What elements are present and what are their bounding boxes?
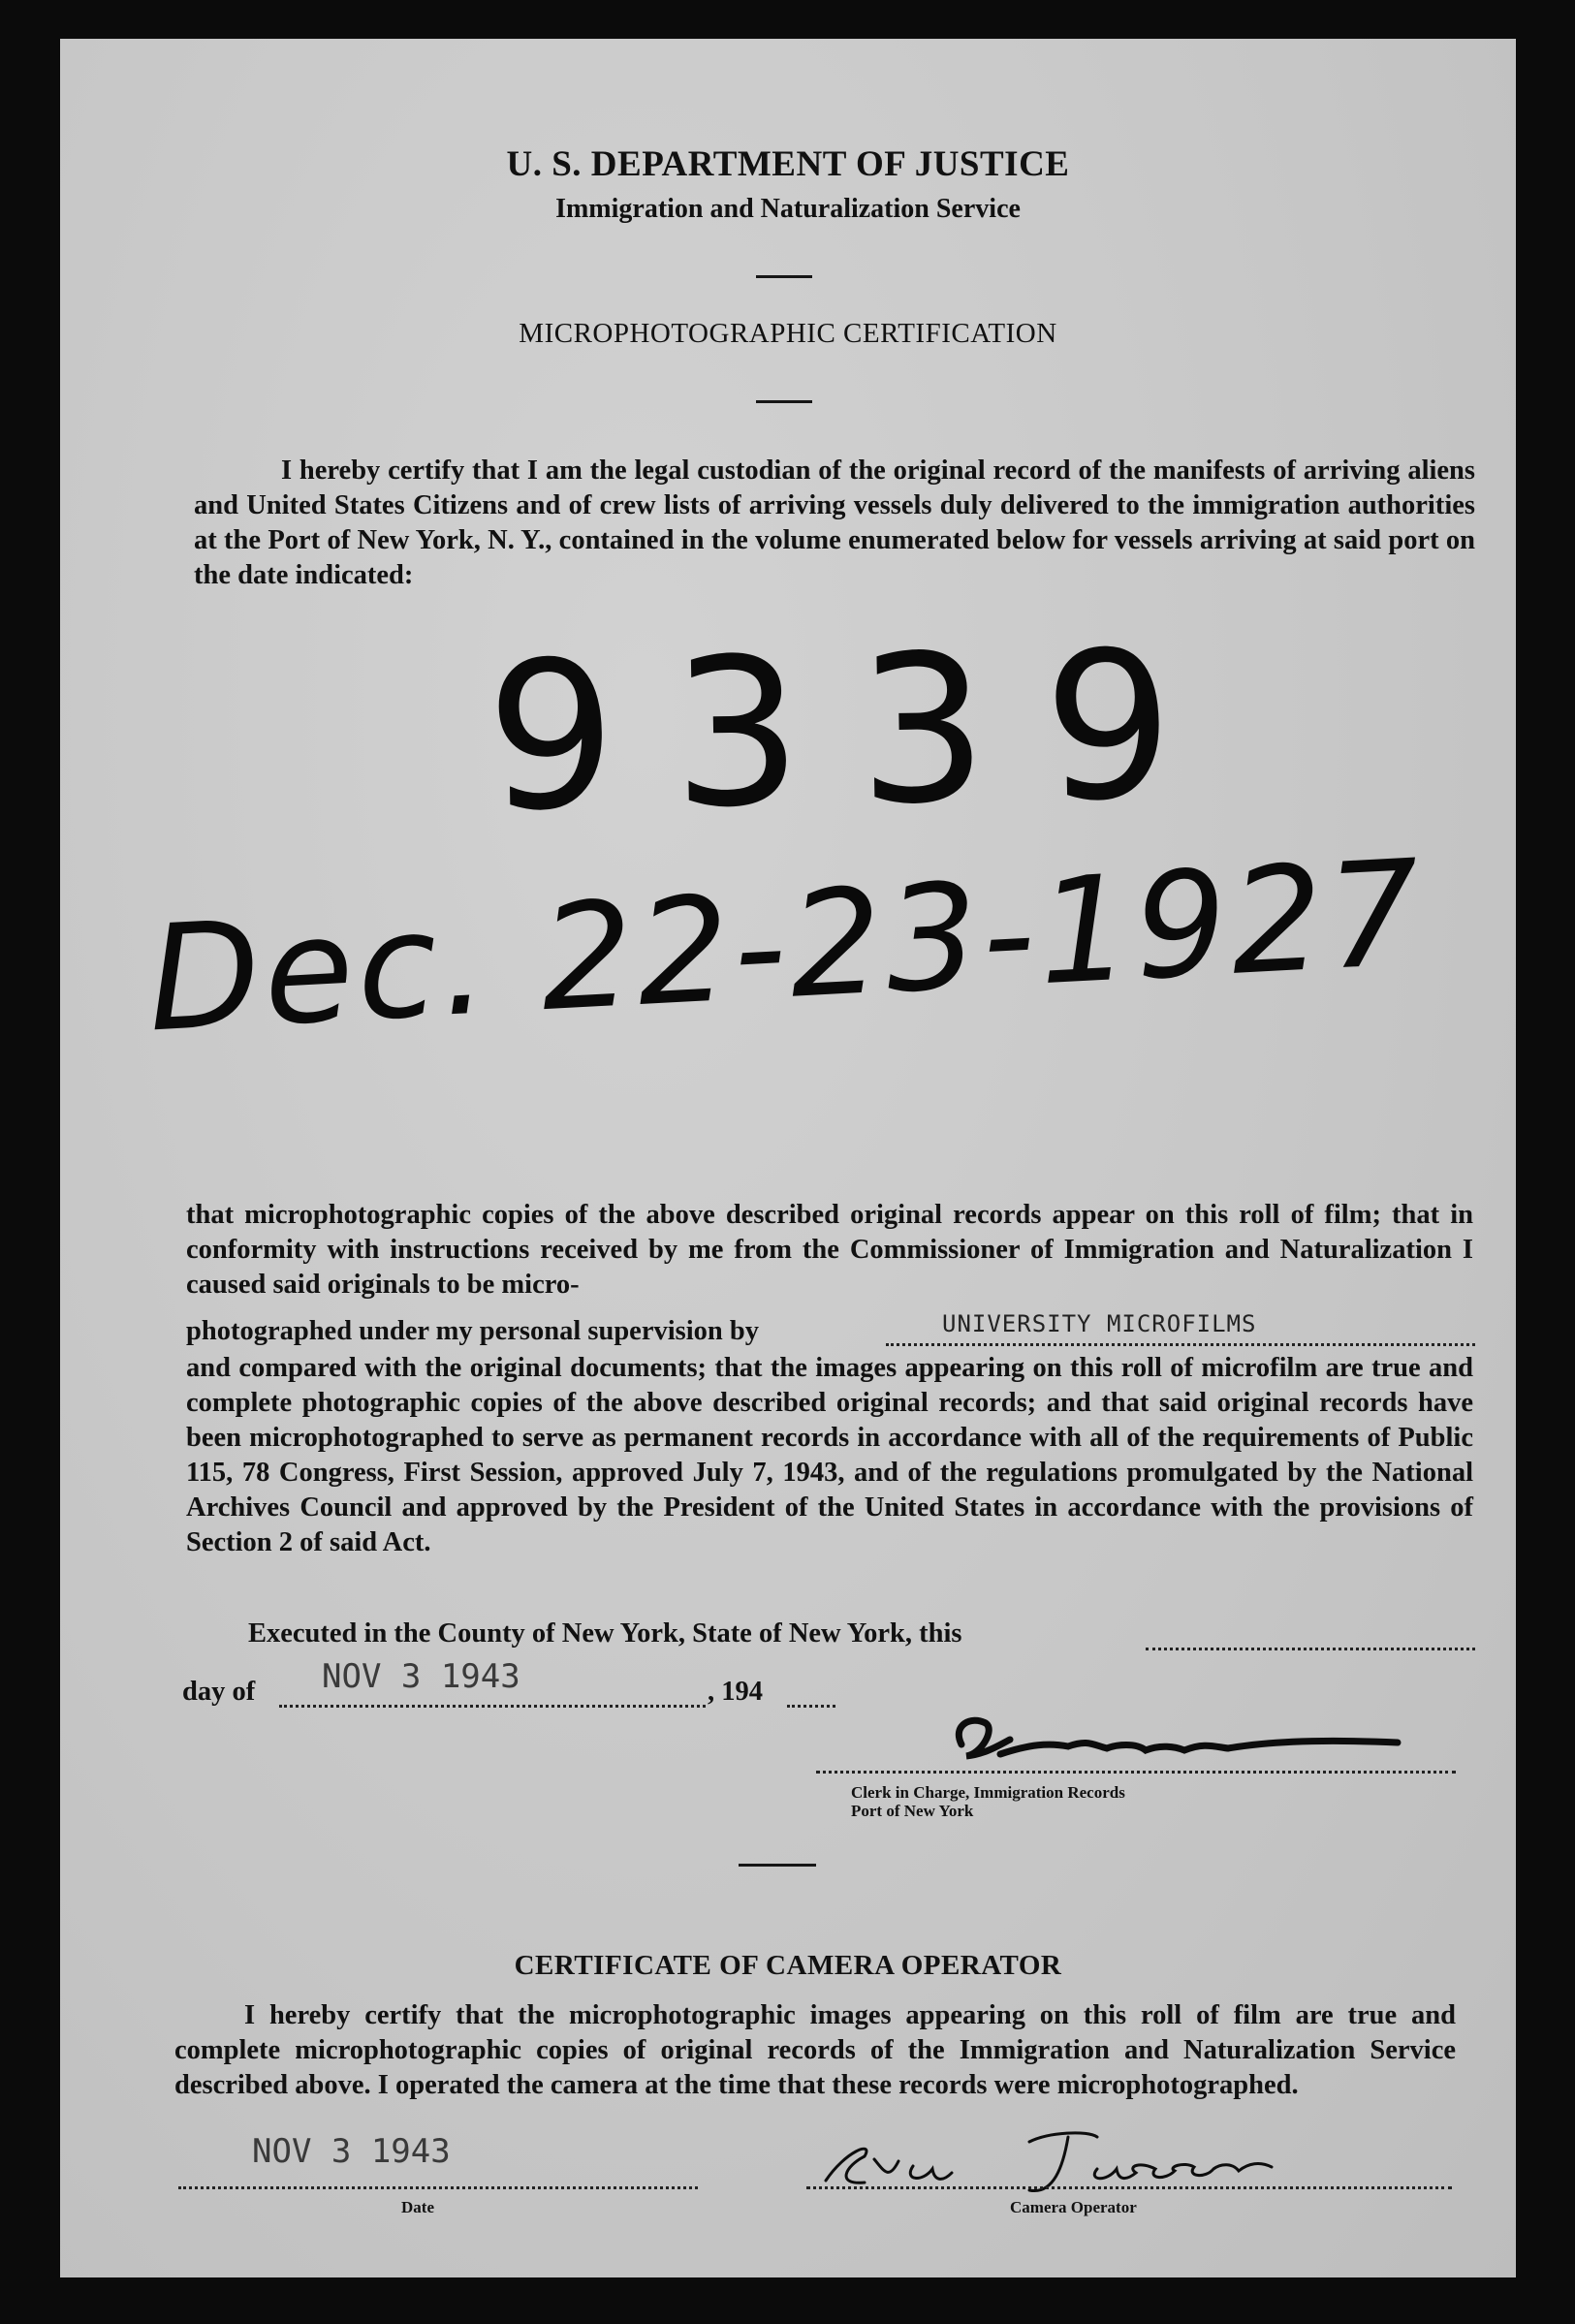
clerk-signature-line (816, 1771, 1456, 1774)
camera-operator-title: CERTIFICATE OF CAMERA OPERATOR (514, 1950, 1062, 1981)
year-dotted-line (787, 1705, 835, 1708)
camera-operator-signature-line (806, 2186, 1452, 2189)
service-heading: Immigration and Naturalization Service (555, 194, 1021, 224)
supervision-prefix: photographed under my personal supervision by (186, 1316, 759, 1346)
divider (756, 275, 812, 278)
execution-date-stamp: NOV 3 1943 (322, 1657, 520, 1696)
year-label: , 194 (708, 1677, 763, 1707)
department-heading: U. S. DEPARTMENT OF JUSTICE (506, 144, 1070, 184)
body-paragraph-rest: and compared with the original documents; that the images appearing on this roll of microfilm are true and complete photographic copies of the above described original records; and that said original records have been microphotographed to serve as permanent records in accordance with all of the requirements of Public 115, 78 Congress, First Session, approved July 7, 1943, and of the regulations promulgated by the National Archives Council and approved by the President of the United States in accordance with the provisions of Section 2 of said Act. (186, 1353, 1473, 1557)
handwritten-volume-number: 9339 (484, 606, 1232, 857)
camera-operator-paragraph: I hereby certify that the microphotographic images appearing on this roll of film are true and complete microphotographic copies of original records of the Immigration and Naturalization Service described above. I operated the camera at the time that these records were microphotographed. (174, 2000, 1456, 2100)
body-paragraph-start: that microphotographic copies of the above described original records appear on this roll of film; that in conformity with instructions received by me from the Commissioner of Immigration and Naturalization I caused said originals to be micro- (186, 1200, 1473, 1300)
date-label: Date (401, 2198, 434, 2216)
day-of-label: day of (182, 1677, 256, 1707)
supervisor-dotted-line (886, 1343, 1475, 1346)
date-dotted-line (178, 2186, 698, 2189)
camera-operator-label: Camera Operator (1010, 2198, 1137, 2216)
executed-text: Executed in the County of New York, State of New York, this (248, 1618, 962, 1649)
certificate-sheet (60, 39, 1516, 2277)
day-of-dotted-line (279, 1705, 706, 1708)
document-title: MICROPHOTOGRAPHIC CERTIFICATION (519, 318, 1057, 349)
clerk-title-line-1: Clerk in Charge, Immigration Records (851, 1783, 1125, 1802)
executed-dotted-line (1146, 1648, 1475, 1650)
clerk-title-line-2: Port of New York (851, 1802, 974, 1820)
divider (739, 1864, 816, 1867)
supervisor-typed-name: UNIVERSITY MICROFILMS (942, 1310, 1257, 1337)
divider (756, 400, 812, 403)
handwritten-date-range: Dec. 22-23-1927 (143, 829, 1429, 1065)
camera-date-stamp: NOV 3 1943 (252, 2132, 451, 2171)
intro-paragraph: I hereby certify that I am the legal custodian of the original record of the manifests of arriving aliens and United States Citizens and of crew lists of arriving vessels duly delivered to the immigration authorities at the Port of New York, N. Y., contained in the volume enumerated below for vessels arriving at said port on the date indicated: (194, 455, 1475, 590)
